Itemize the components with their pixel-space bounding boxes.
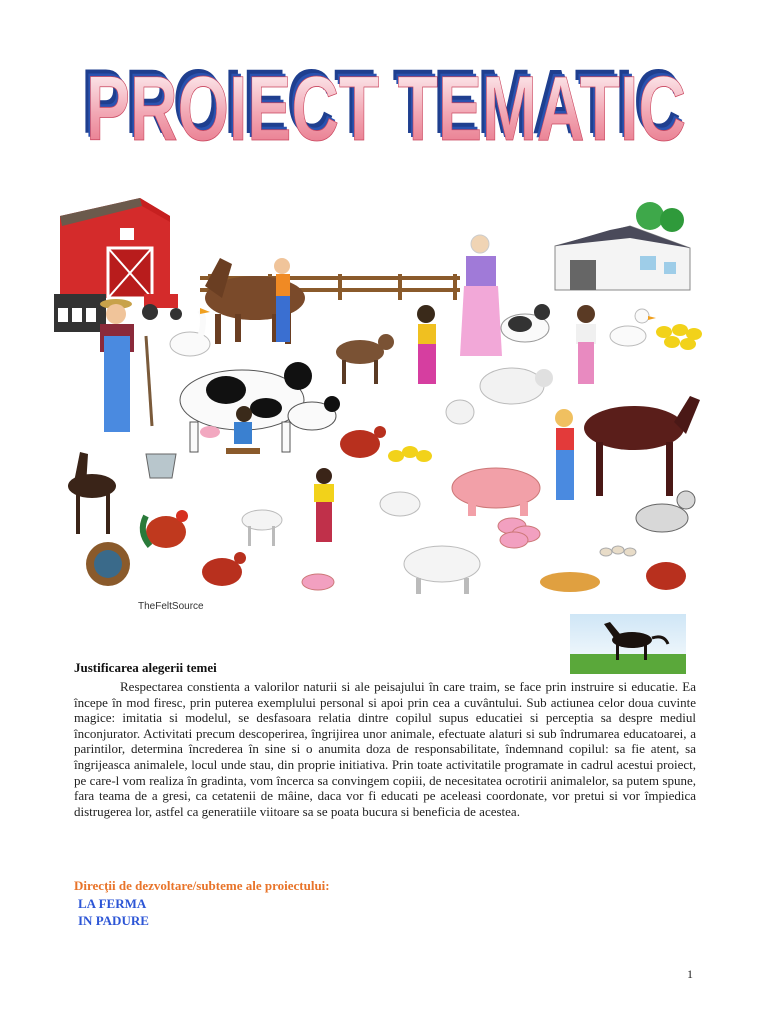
red-tractor [142,294,182,320]
small-piglet [302,574,334,590]
subthemes-heading: Direcţii de dezvoltare/subteme ale proiectului: [74,878,330,893]
pink-pig [452,468,540,516]
grandmother [460,235,502,356]
bucket [146,454,176,478]
title-wordart-graphic [60,28,700,158]
title-wordart [60,28,700,158]
lamb-standing [446,400,474,424]
sheep [480,368,553,404]
title-extrude-1: PROIECT TEMATIC [84,55,684,157]
cat [636,491,695,532]
foal [68,452,116,534]
farmhouse [555,202,690,290]
lamb [380,492,420,516]
dark-horse [584,396,700,496]
document-title: PROIECT TEMATIC [86,58,686,158]
large-sheep [404,546,480,594]
white-duck [610,309,656,346]
subtheme-item: LA FERMA [78,896,147,911]
horse-photo-graphic [570,614,686,674]
boy-yellow-shirt [314,468,334,542]
straw-nest [540,572,600,592]
farmer [100,299,152,432]
justification-paragraph: Respectarea constienta a valorilor naturii si ale peisajului în care traim, se face prin instruire si educatie. Ea începe în mod firesc, prin puterea exemplului personal si apoi prin cea a cuvântului. Sub actiunea celor doua cuvinte magice: imitatia si modelul, se desfasoara relatia dintre copilul supus educatiei si perceptia sa despre mediul înconjurator. Activitati precum descoperirea, îngrijirea unor animale, efectuate alaturi si sub îndrumarea educatoarei, a parintilor, determina încrederea în sine si o anumita doza de responsabilitate, îndemnand copilul: sa fie atent, sa îngrijeasca animalele, locul unde stau, din proprie initiativa. Prin toate activitatile programate in cadrul acestui proiect, pe care-l vom realiza în gradinta, vom încerca sa convingem copiii, de necesitatea ocrotirii animalelor, sa putem spune, fara teama de a gresi, ca cetatenii de mâine, daca vor fi educati pe aceleasi coordonate, vor pretui si vor împiedica distrugerea lor, astfel ca generatiile viitoare sa se poata bucura si beneficia de acestea. [74,679,696,819]
ducklings [656,324,702,350]
white-goat-kid [242,510,282,546]
farm-illustration [50,186,710,616]
title-extrude-2: PROIECT TEMATIC [81,51,681,153]
girl-pink [417,305,436,384]
rooster [143,510,188,548]
subthemes-list [78,895,149,929]
page-number: 1 [687,967,693,981]
boy-orange-shirt [274,258,290,342]
boy-pink-overalls [576,305,596,384]
red-hen-2 [202,552,246,586]
illustration-credit: TheFeltSource [138,601,204,612]
red-hen-3 [646,562,686,590]
brown-goat [336,334,394,384]
chicks [388,446,432,462]
eggs [600,546,636,556]
farm-scene [50,186,710,616]
turkey [86,542,130,586]
horse-photo [570,614,686,674]
girl-red-shirt [555,409,574,500]
red-hen [340,426,386,458]
justification-heading: Justificarea alegerii temei [74,660,217,675]
piglets [498,518,540,548]
sheepdog [501,304,550,342]
subtheme-item: IN PADURE [78,913,149,928]
